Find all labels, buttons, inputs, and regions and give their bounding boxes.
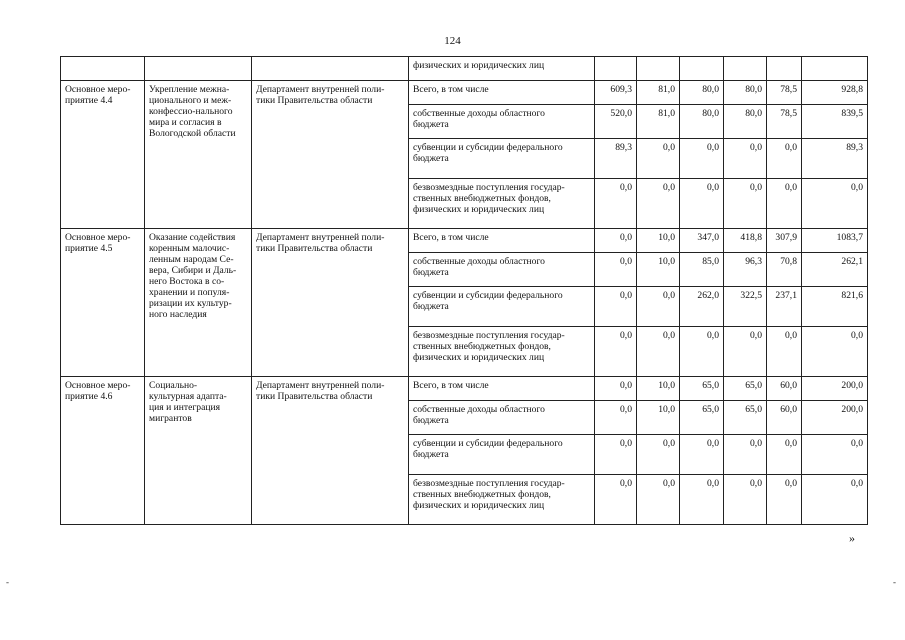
value-cell: 418,8 [724,229,767,253]
value-cell: 0,0 [802,179,868,229]
measure-name-cell: Социально- культурная адапта- ция и интеграция мигрантов [145,377,252,525]
value-cell [767,57,802,81]
value-cell: 60,0 [767,377,802,401]
value-cell: 89,3 [802,139,868,179]
measure-code-cell [61,57,145,81]
value-cell [680,57,724,81]
measure-name-cell: Укрепление межна- ционального и меж- конфессио-нального мира и согласия в Вологодской области [145,81,252,229]
value-cell: 0,0 [802,435,868,475]
value-cell: 839,5 [802,105,868,139]
value-cell: 0,0 [680,139,724,179]
value-cell: 0,0 [767,435,802,475]
value-cell: 89,3 [595,139,637,179]
value-cell: 0,0 [595,327,637,377]
value-cell: 70,8 [767,253,802,287]
value-cell: 821,6 [802,287,868,327]
value-cell: 262,0 [680,287,724,327]
funding-source-cell: Всего, в том числе [409,229,595,253]
value-cell: 0,0 [680,179,724,229]
value-cell: 10,0 [637,377,680,401]
funding-source-cell: физических и юридических лиц [409,57,595,81]
funding-source-cell: безвозмездные поступления государ- ственных внебюджетных фондов, физических и юридических лиц [409,327,595,377]
edge-mark-right: - [893,577,896,587]
funding-source-cell: собственные доходы областного бюджета [409,401,595,435]
value-cell: 0,0 [802,327,868,377]
value-cell: 0,0 [802,475,868,525]
value-cell: 0,0 [767,327,802,377]
value-cell: 928,8 [802,81,868,105]
measure-name-cell [145,57,252,81]
value-cell: 10,0 [637,253,680,287]
value-cell [595,57,637,81]
value-cell: 322,5 [724,287,767,327]
continuation-row [61,57,868,81]
page-number: 124 [444,35,461,47]
value-cell: 0,0 [637,327,680,377]
value-cell: 0,0 [767,475,802,525]
funding-source-cell: безвозмездные поступления государ- ственных внебюджетных фондов, физических и юридических лиц [409,179,595,229]
value-cell: 0,0 [595,253,637,287]
value-cell: 0,0 [637,475,680,525]
executor-cell: Департамент внутренней поли- тики Правительства области [252,81,409,229]
value-cell: 78,5 [767,81,802,105]
value-cell: 0,0 [767,139,802,179]
value-cell: 0,0 [595,401,637,435]
measure-name-cell: Оказание содействия коренным малочис- ленным народам Се- вера, Сибири и Даль- него Востока в со- хранении и популя- ризации их культур- ного наследия [145,229,252,377]
value-cell: 65,0 [680,401,724,435]
value-cell: 200,0 [802,377,868,401]
value-cell: 609,3 [595,81,637,105]
value-cell: 0,0 [680,435,724,475]
value-cell: 81,0 [637,81,680,105]
budget-table [60,56,868,525]
value-cell: 81,0 [637,105,680,139]
value-cell: 0,0 [595,287,637,327]
closing-quote: » [849,531,855,545]
value-cell: 0,0 [595,435,637,475]
value-cell: 60,0 [767,401,802,435]
value-cell [637,57,680,81]
value-cell: 0,0 [767,179,802,229]
value-cell: 0,0 [595,229,637,253]
value-cell: 0,0 [637,287,680,327]
value-cell [802,57,868,81]
edge-mark-left: - [6,577,9,587]
value-cell: 96,3 [724,253,767,287]
value-cell: 0,0 [680,475,724,525]
measure-code-cell: Основное меро- приятие 4.5 [61,229,145,377]
value-cell: 0,0 [724,435,767,475]
value-cell: 237,1 [767,287,802,327]
funding-source-cell: собственные доходы областного бюджета [409,253,595,287]
value-cell: 0,0 [595,475,637,525]
table-row [61,229,868,253]
value-cell: 65,0 [724,377,767,401]
executor-cell: Департамент внутренней поли- тики Правительства области [252,229,409,377]
value-cell: 307,9 [767,229,802,253]
value-cell: 80,0 [724,105,767,139]
funding-source-cell: субвенции и субсидии федерального бюджета [409,139,595,179]
value-cell: 85,0 [680,253,724,287]
value-cell: 262,1 [802,253,868,287]
executor-cell [252,57,409,81]
funding-source-cell: собственные доходы областного бюджета [409,105,595,139]
value-cell: 0,0 [724,179,767,229]
value-cell: 0,0 [637,139,680,179]
value-cell: 520,0 [595,105,637,139]
value-cell: 200,0 [802,401,868,435]
table-row [61,81,868,105]
value-cell: 80,0 [724,81,767,105]
table-row [61,377,868,401]
value-cell [724,57,767,81]
value-cell: 10,0 [637,401,680,435]
funding-source-cell: Всего, в том числе [409,81,595,105]
measure-code-cell: Основное меро- приятие 4.6 [61,377,145,525]
executor-cell: Департамент внутренней поли- тики Правительства области [252,377,409,525]
value-cell: 1083,7 [802,229,868,253]
value-cell: 0,0 [724,327,767,377]
value-cell: 0,0 [637,435,680,475]
value-cell: 347,0 [680,229,724,253]
value-cell: 0,0 [724,139,767,179]
funding-source-cell: субвенции и субсидии федерального бюджета [409,435,595,475]
value-cell: 65,0 [680,377,724,401]
value-cell: 0,0 [637,179,680,229]
value-cell: 80,0 [680,81,724,105]
value-cell: 0,0 [595,179,637,229]
funding-source-cell: субвенции и субсидии федерального бюджета [409,287,595,327]
value-cell: 0,0 [724,475,767,525]
value-cell: 80,0 [680,105,724,139]
value-cell: 0,0 [595,377,637,401]
value-cell: 0,0 [680,327,724,377]
value-cell: 10,0 [637,229,680,253]
value-cell: 78,5 [767,105,802,139]
funding-source-cell: Всего, в том числе [409,377,595,401]
funding-source-cell: безвозмездные поступления государ- ственных внебюджетных фондов, физических и юридических лиц [409,475,595,525]
measure-code-cell: Основное меро- приятие 4.4 [61,81,145,229]
value-cell: 65,0 [724,401,767,435]
